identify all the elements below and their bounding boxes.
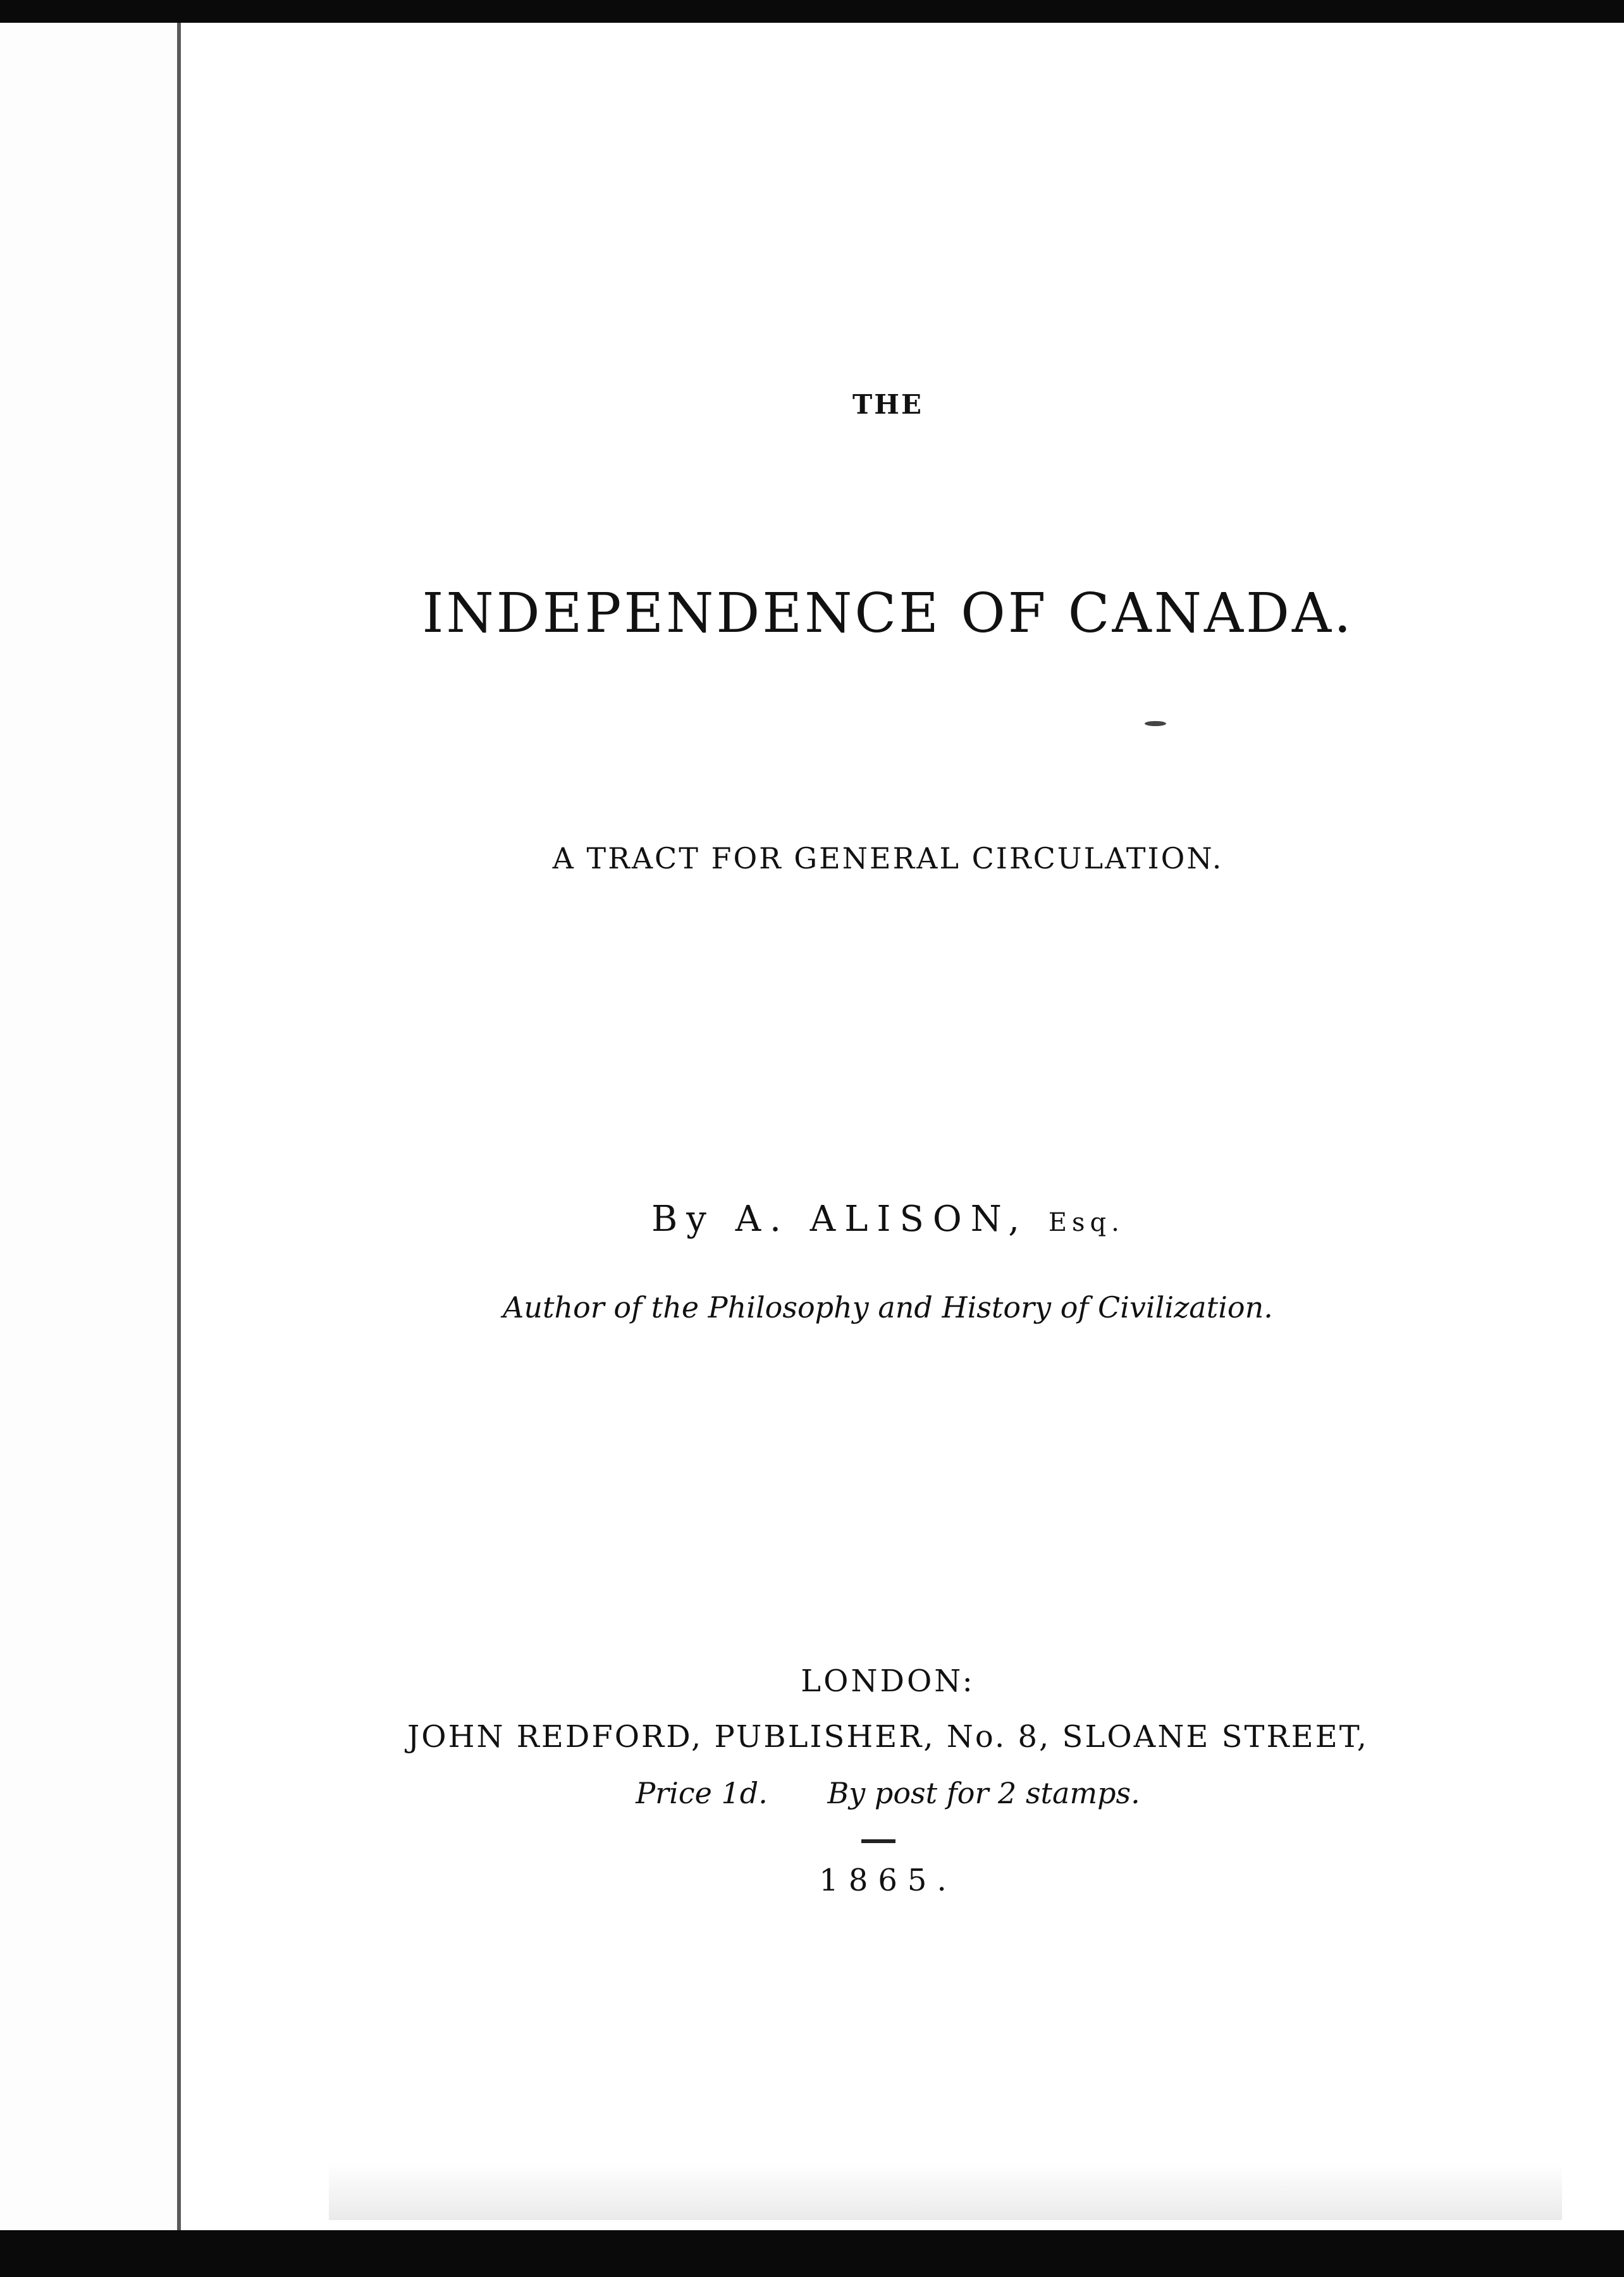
book-subtitle: A TRACT FOR GENERAL CIRCULATION. (552, 841, 1224, 875)
price-line (76, 1776, 1624, 1810)
byline (76, 1199, 1624, 1240)
title-article: THE (852, 389, 923, 420)
short-rule (861, 1839, 895, 1843)
price: Price 1d. (636, 1776, 768, 1810)
imprint-place: LONDON: (801, 1663, 975, 1699)
publisher-line: JOHN REDFORD, PUBLISHER, No. 8, SLOANE STREET, (407, 1719, 1369, 1755)
ink-mark (1145, 721, 1166, 726)
postage: By post for 2 stamps. (827, 1776, 1140, 1810)
author-name: A. ALISON, (735, 1199, 1029, 1240)
byline-prefix: By (651, 1199, 715, 1240)
book-title: INDEPENDENCE OF CANADA. (422, 582, 1354, 645)
byline-suffix: Esq. (1048, 1208, 1124, 1237)
left-margin-strip (0, 23, 177, 2230)
page-edge-shadow (329, 2163, 1562, 2220)
author-description: Author of the Philosophy and History of Civilization. (503, 1290, 1273, 1324)
title-page (177, 23, 1624, 2230)
publication-year: 1865. (819, 1863, 957, 1898)
